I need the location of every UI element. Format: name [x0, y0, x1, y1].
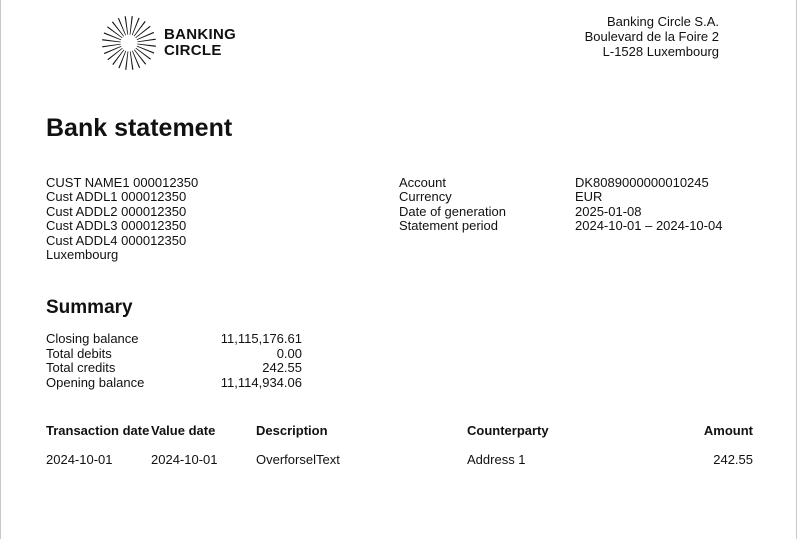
customer-address-line: Cust ADDL1 000012350 — [46, 189, 187, 205]
table-row — [46, 452, 753, 467]
account-label: Account — [399, 175, 446, 190]
brand-name-line2: CIRCLE — [164, 42, 222, 59]
account-info-row — [399, 219, 722, 233]
customer-address-line: Cust ADDL4 000012350 — [46, 232, 187, 248]
bank-address — [585, 14, 719, 59]
summary-row — [46, 332, 302, 347]
bank-address-line: L-1528 Luxembourg — [602, 44, 719, 59]
statement-period-label: Statement period — [399, 218, 499, 234]
currency-value: EUR — [575, 189, 603, 205]
brand-name-line1: BANKING — [164, 26, 237, 43]
generation-date-value: 2025-01-08 — [575, 203, 642, 219]
column-header-transaction-date: Transaction date — [46, 423, 150, 438]
column-header-value-date: Value date — [151, 423, 216, 438]
column-header-counterparty: Counterparty — [467, 423, 549, 438]
generation-date-label: Date of generation — [399, 203, 506, 219]
customer-address — [46, 176, 198, 262]
total-debits-label: Total debits — [46, 345, 112, 361]
transaction-date-cell: 2024-10-01 — [46, 452, 113, 467]
banking-circle-logo — [100, 14, 236, 72]
column-header-amount: Amount — [703, 423, 753, 438]
column-header-description: Description — [256, 423, 328, 438]
bank-address-line: Boulevard de la Foire 2 — [584, 29, 719, 44]
account-info-row — [399, 176, 722, 190]
amount-cell: 242.55 — [713, 452, 753, 467]
account-info — [399, 176, 722, 234]
closing-balance-label: Closing balance — [46, 331, 139, 346]
transactions-table — [46, 423, 753, 467]
total-debits-value: 0.00 — [276, 345, 302, 361]
closing-balance-value: 11,115,176.61 — [220, 331, 302, 346]
customer-address-line: Cust ADDL3 000012350 — [46, 218, 187, 234]
opening-balance-label: Opening balance — [46, 374, 145, 390]
opening-balance-value: 11,114,934.06 — [220, 374, 302, 390]
customer-address-line: CUST NAME1 000012350 — [46, 175, 199, 190]
account-value: DK8089000000010245 — [575, 175, 709, 190]
customer-address-line: Luxembourg — [46, 247, 119, 263]
statement-period-value: 2024-10-01 – 2024-10-04 — [575, 218, 723, 234]
account-info-row — [399, 205, 722, 219]
summary-row — [46, 347, 302, 362]
summary-row — [46, 376, 302, 391]
summary-block — [46, 332, 302, 390]
bank-address-line: Banking Circle S.A. — [607, 14, 719, 29]
counterparty-cell: Address 1 — [467, 452, 526, 467]
account-info-row — [399, 190, 722, 204]
total-credits-value: 242.55 — [262, 360, 302, 376]
currency-label: Currency — [399, 189, 452, 205]
total-credits-label: Total credits — [46, 360, 116, 376]
customer-address-line: Cust ADDL2 000012350 — [46, 203, 187, 219]
page-title: Bank statement — [46, 114, 233, 142]
summary-row — [46, 361, 302, 376]
table-header-row — [46, 423, 753, 452]
description-cell: OverforselText — [256, 452, 340, 467]
sunburst-logo-icon — [100, 14, 158, 72]
summary-title: Summary — [46, 297, 133, 318]
value-date-cell: 2024-10-01 — [151, 452, 218, 467]
brand-name — [164, 27, 236, 59]
